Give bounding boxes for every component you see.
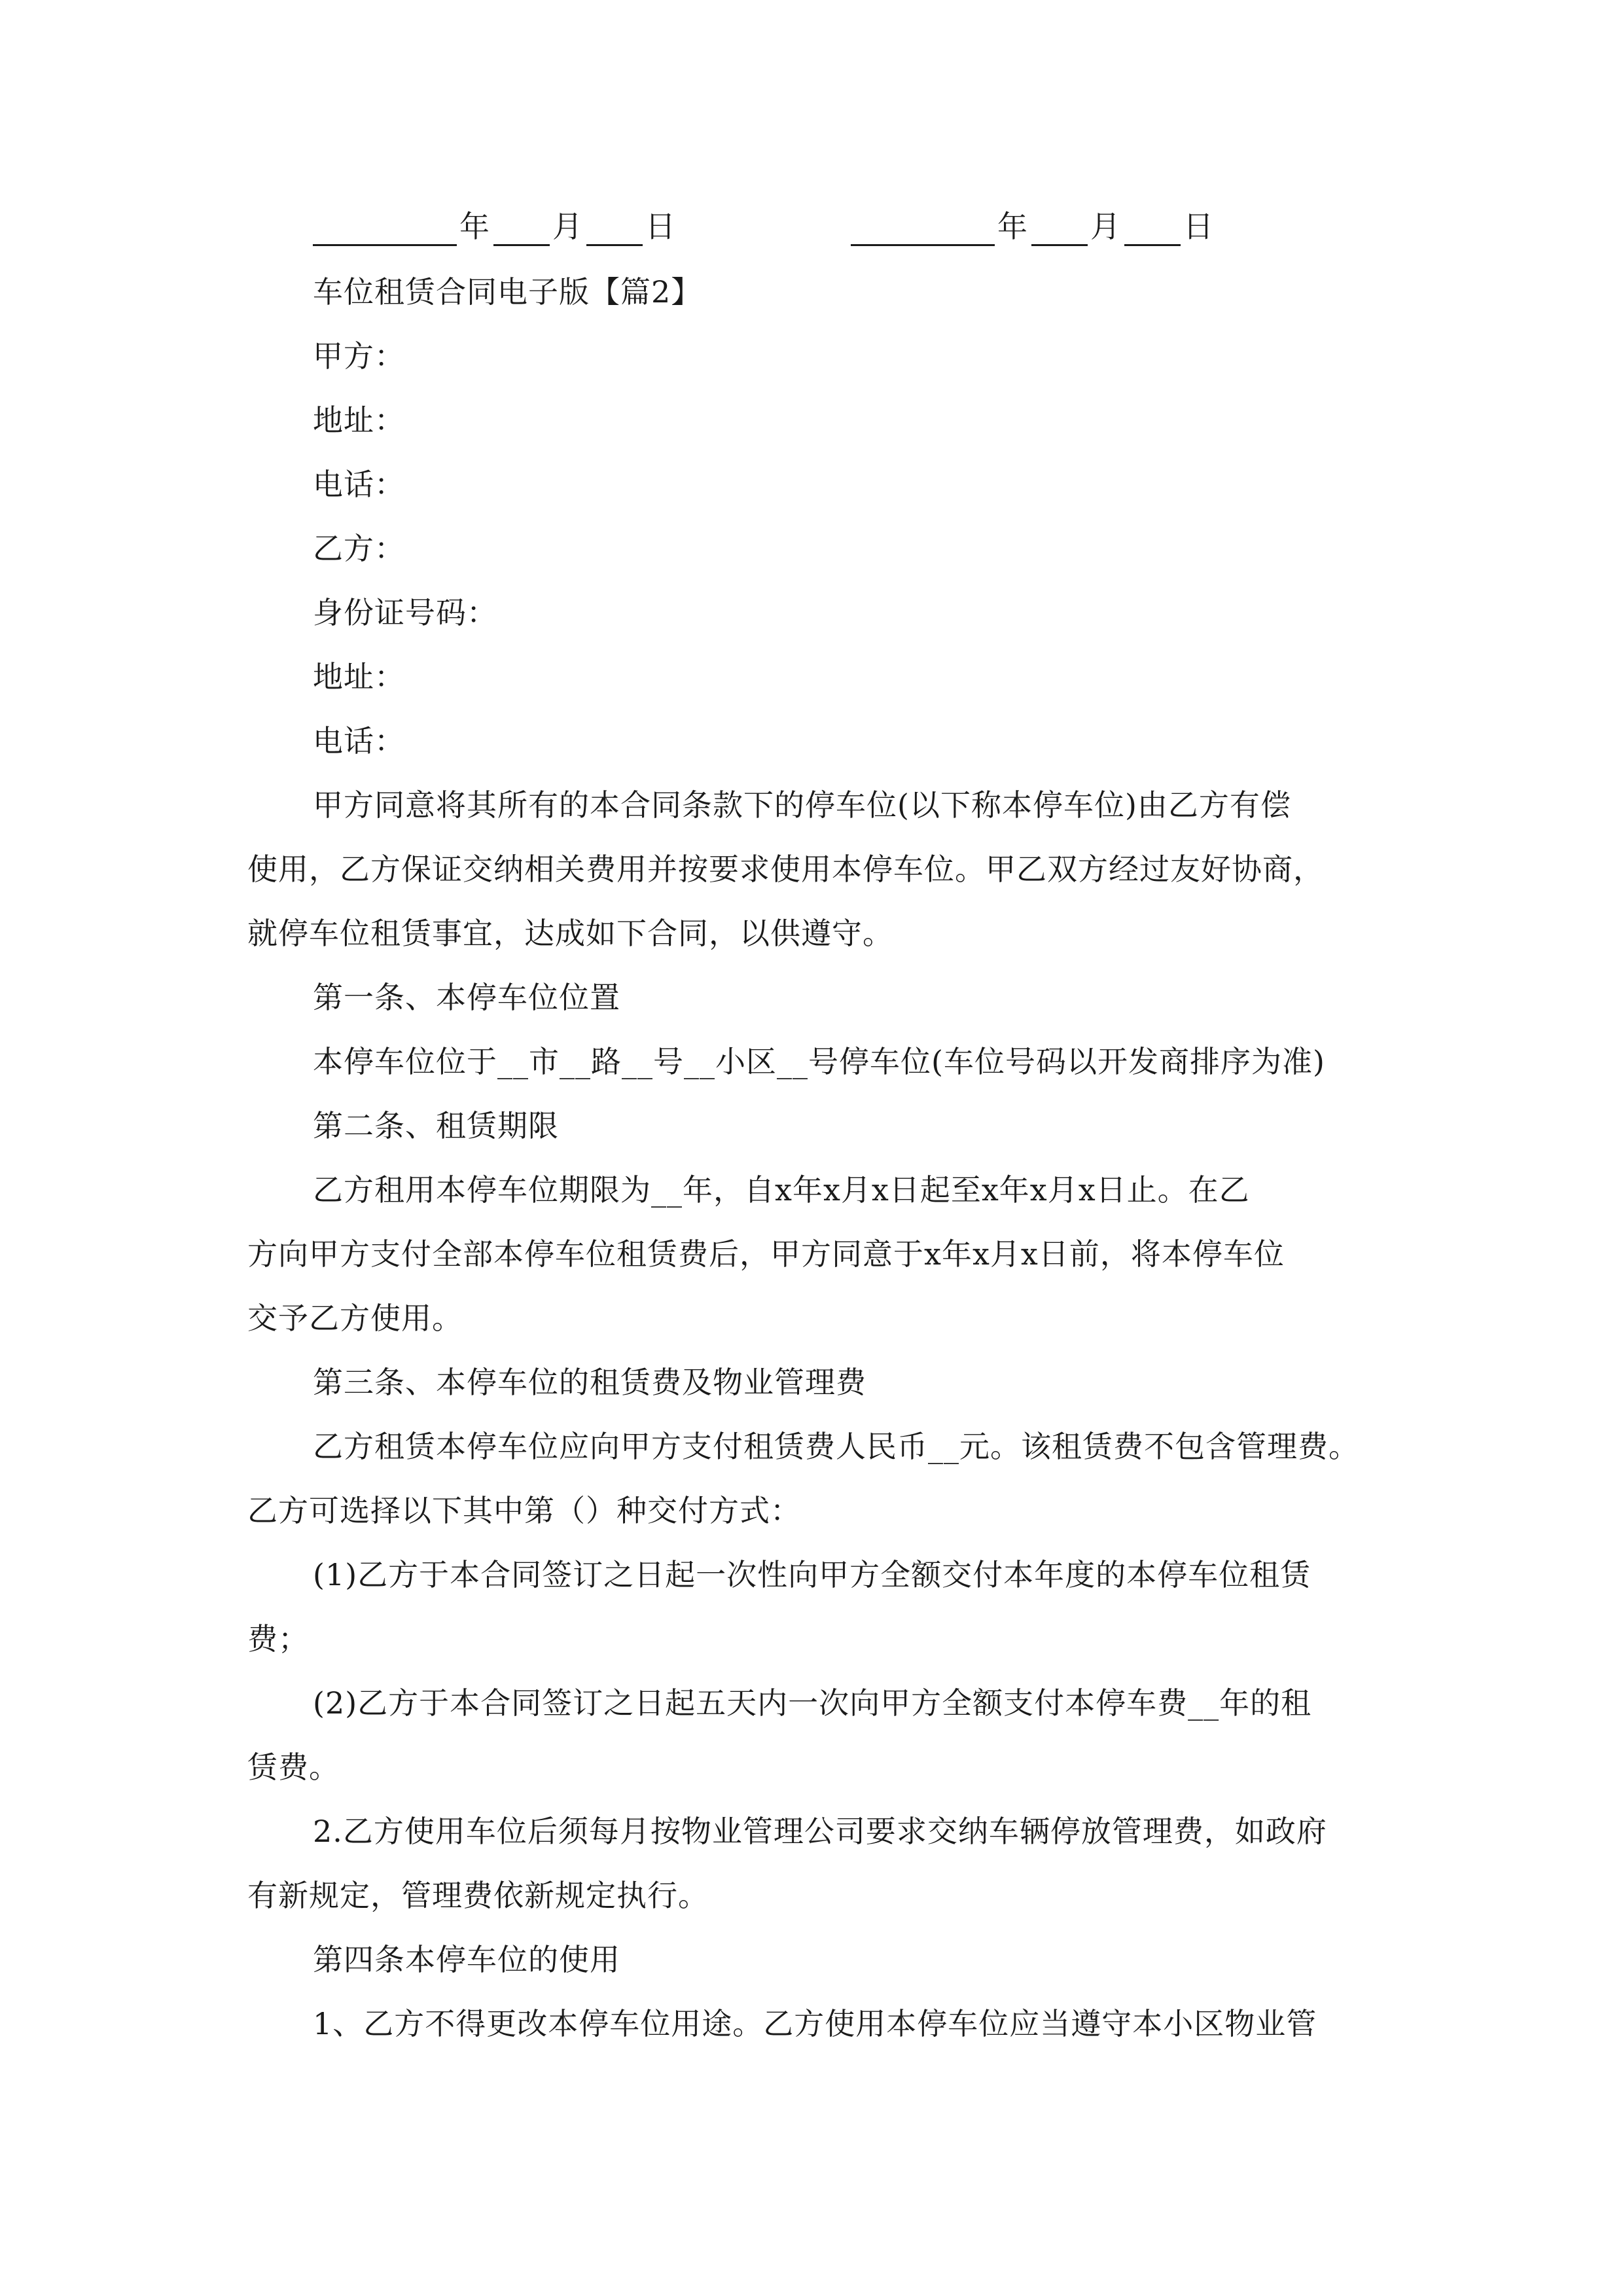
- paragraph-line: 乙方租赁本停车位应向甲方支付租赁费人民币__元。该租赁费不包含管理费。: [313, 1429, 1359, 1464]
- day-label: 日: [1183, 209, 1213, 244]
- paragraph-line: 本停车位位于__市__路__号__小区__号停车位(车位号码以开发商排序为准): [313, 1044, 1325, 1079]
- paragraph-line: 赁费。: [247, 1749, 340, 1785]
- paragraph-line: 方向甲方支付全部本停车位租赁费后，甲方同意于x年x月x日前，将本停车位: [247, 1236, 1285, 1272]
- section-title: 车位租赁合同电子版【篇2】: [313, 274, 702, 310]
- year-label: 年: [459, 209, 490, 244]
- party-a-phone-label: 电话：: [313, 467, 405, 502]
- paragraph-line: 乙方可选择以下其中第（）种交付方式：: [247, 1493, 801, 1528]
- paragraph-line: 有新规定，管理费依新规定执行。: [247, 1878, 709, 1913]
- paragraph-line: 2.乙方使用车位后须每月按物业管理公司要求交纳车辆停放管理费，如政府: [313, 1814, 1327, 1849]
- year-blank: [313, 213, 457, 246]
- party-a-label: 甲方：: [313, 338, 405, 374]
- day-label: 日: [645, 209, 675, 244]
- paragraph-line: 甲方同意将其所有的本合同条款下的停车位(以下称本停车位)由乙方有偿: [313, 787, 1291, 823]
- paragraph-line: 就停车位租赁事宜，达成如下合同，以供遵守。: [247, 916, 893, 951]
- party-a-address-label: 地址：: [313, 403, 405, 438]
- article-heading: 第三条、本停车位的租赁费及物业管理费: [313, 1365, 866, 1400]
- month-label: 月: [552, 209, 582, 244]
- day-blank: [1124, 213, 1181, 246]
- month-blank: [1031, 213, 1088, 246]
- article-heading: 第四条本停车位的使用: [313, 1942, 620, 1977]
- party-b-phone-label: 电话：: [313, 723, 405, 759]
- paragraph-line: (2)乙方于本合同签订之日起五天内一次向甲方全额支付本停车费__年的租: [313, 1685, 1312, 1721]
- article-heading: 第二条、租赁期限: [313, 1108, 559, 1143]
- month-blank: [493, 213, 550, 246]
- signature-date-right: [851, 207, 1217, 246]
- paragraph-line: (1)乙方于本合同签订之日起一次性向甲方全额交付本年度的本停车位租赁: [313, 1557, 1311, 1592]
- paragraph-line: 费；: [247, 1621, 309, 1657]
- paragraph-line: 使用，乙方保证交纳相关费用并按要求使用本停车位。甲乙双方经过友好协商，: [247, 852, 1324, 887]
- party-b-address-label: 地址：: [313, 659, 405, 694]
- paragraph-line: 乙方租用本停车位期限为__年，自x年x月x日起至x年x月x日止。在乙: [313, 1172, 1250, 1208]
- paragraph-line: 1、乙方不得更改本停车位用途。乙方使用本停车位应当遵守本小区物业管: [313, 2006, 1317, 2041]
- paragraph-line: 交予乙方使用。: [247, 1300, 463, 1336]
- year-blank: [851, 213, 995, 246]
- year-label: 年: [997, 209, 1027, 244]
- article-heading: 第一条、本停车位位置: [313, 980, 620, 1015]
- signature-date-left: [313, 207, 679, 246]
- party-b-id-label: 身份证号码：: [313, 595, 497, 630]
- day-blank: [586, 213, 643, 246]
- party-b-label: 乙方：: [313, 531, 405, 566]
- month-label: 月: [1090, 209, 1120, 244]
